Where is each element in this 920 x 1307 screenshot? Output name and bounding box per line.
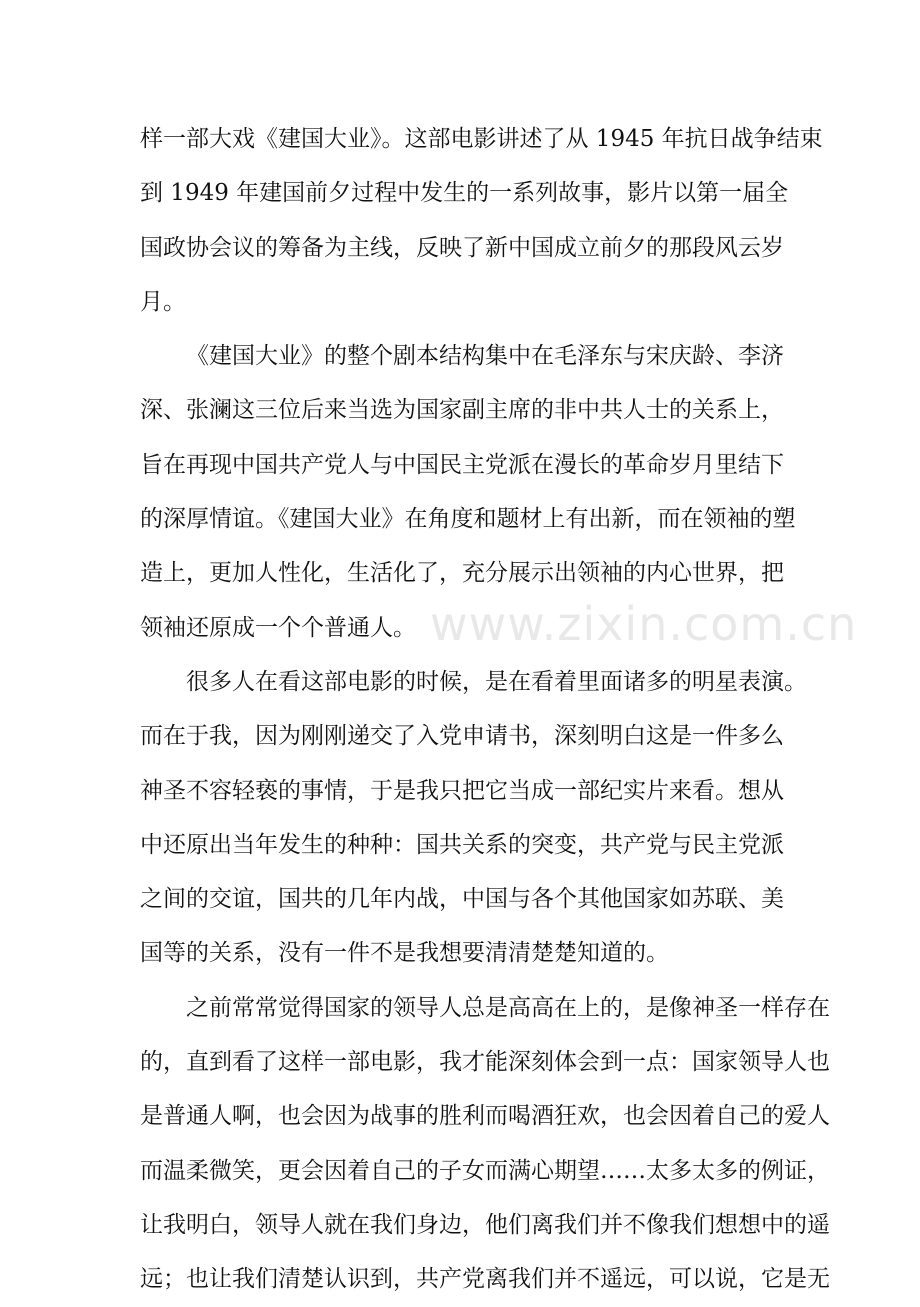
paragraph-3-line-5: 之间的交谊，国共的几年内战，中国与各个其他国家如苏联、美 [140,886,784,913]
paragraph-2-line-5: 造上，更加人性化，生活化了，充分展示出领袖的内心世界，把 [140,560,784,587]
paragraph-2-line-1: 《建国大业》的整个剧本结构集中在毛泽东与宋庆龄、李济 [186,343,784,370]
paragraph-4-line-2: 的，直到看了这样一部电影，我才能深刻体会到一点：国家领导人也 [140,1049,830,1076]
paragraph-1-line-1: 样一部大戏《建国大业》。这部电影讲述了从 1945 年抗日战争结束 [140,126,823,152]
paragraph-2-line-2: 深、张澜这三位后来当选为国家副主席的非中共人士的关系上， [140,397,784,424]
paragraph-2-line-6: 领袖还原成一个个普通人。 [140,614,416,641]
paragraph-4-line-3: 是普通人啊，也会因为战事的胜利而喝酒狂欢，也会因着自己的爱人 [140,1103,830,1130]
paragraph-4-line-1: 之前常常觉得国家的领导人总是高高在上的，是像神圣一样存在 [186,994,830,1021]
paragraph-3-line-6: 国等的关系，没有一件不是我想要清清楚楚知道的。 [140,940,669,967]
document-body [140,112,830,1307]
paragraph-2-line-4: 的深厚情谊。《建国大业》在角度和题材上有出新，而在领袖的塑 [140,506,796,533]
paragraph-3-line-4: 中还原出当年发生的种种：国共关系的突变，共产党与民主党派 [140,831,784,858]
paragraph-2-line-3: 旨在再现中国共产党人与中国民主党派在漫长的革命岁月里结下 [140,451,784,478]
paragraph-4-line-4: 而温柔微笑，更会因着自己的子女而满心期望……太多太多的例证， [140,1157,830,1184]
paragraph-3-line-2: 而在于我，因为刚刚递交了入党申请书，深刻明白这是一件多么 [140,723,784,750]
paragraph-4-line-6: 远；也让我们清楚认识到，共产党离我们并不遥远，可以说，它是无 [140,1266,830,1293]
paragraph-3-line-3: 神圣不容轻亵的事情，于是我只把它当成一部纪实片来看。想从 [140,777,784,804]
paragraph-1-line-2: 到 1949 年建国前夕过程中发生的一系列故事，影片以第一届全 [140,180,789,207]
paragraph-3-line-1: 很多人在看这部电影的时候，是在看着里面诸多的明星表演。 [186,668,807,695]
watermark: www.zixin.com.cn [430,597,858,651]
paragraph-4-line-5: 让我明白，领导人就在我们身边，他们离我们并不像我们想想中的遥 [140,1211,830,1238]
paragraph-1-line-4: 月。 [140,288,186,315]
paragraph-1-line-3: 国政协会议的筹备为主线，反映了新中国成立前夕的那段风云岁 [140,234,784,261]
